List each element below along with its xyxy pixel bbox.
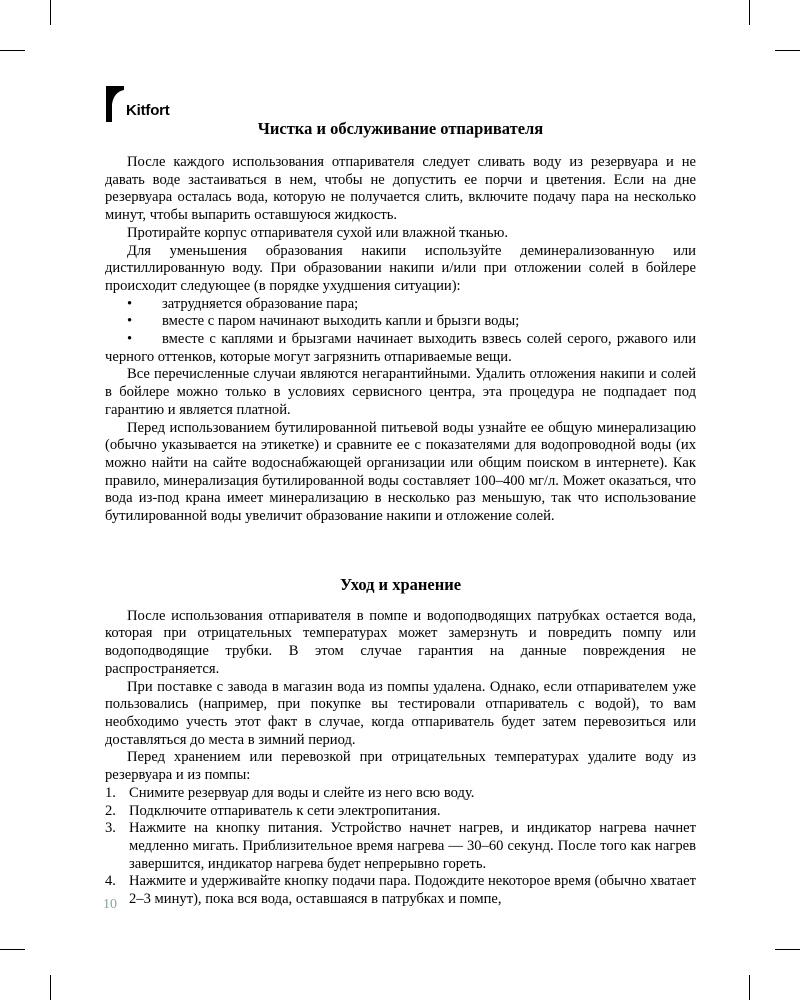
page-number: 10 — [103, 897, 117, 912]
list-item: • вместе с паром начинают выходить капли и брызги воды; — [105, 313, 696, 331]
paragraph: Протирайте корпус отпаривателя сухой или влажной тканью. — [127, 224, 509, 241]
crop-mark-bottom-right — [749, 975, 750, 1000]
section-title-cleaning: Чистка и обслуживание отпаривателя — [257, 119, 544, 138]
section-title-storage: Уход и хранение — [339, 574, 462, 594]
crop-mark-bottom-left — [50, 975, 51, 1000]
page-content — [105, 118, 696, 909]
list-item: • вместе с каплями и брызгами начинает выходить взвесь солей серого, ржавого или черного оттенков, которые могут загрязнить отпариваемые вещи. — [105, 331, 696, 365]
list-item: 1. Снимите резервуар для воды и слейте из него всю воду. — [105, 784, 475, 801]
paragraph: После каждого использования отпаривателя следует сливать воду из резервуара и не давать воде застаиваться в нем, чтобы не допустить ее порчи и цветения. Если на дне резервуара осталась вода, которую не получается слить, включите подачу пара на несколько минут, чтобы выпарить оставшуюся жидкость. — [105, 154, 696, 224]
brand-name: Kitfort — [126, 102, 170, 119]
storage-steps — [105, 785, 696, 909]
crop-mark-bottom-left-h — [0, 949, 25, 950]
crop-mark-bottom-right-h — [775, 949, 800, 950]
crop-mark-top-left-h — [0, 50, 25, 51]
symptom-list — [105, 296, 696, 367]
paragraph: Перед хранением или перевозкой при отрицательных температурах удалите воду из резервуара и из помпы: — [105, 749, 696, 784]
paragraph: Для уменьшения образования накипи используйте деминерализованную или дистиллированную воду. При образовании накипи и/или при отложении солей в бойлере происходит следующее (в порядке ухудшения ситуации): — [105, 242, 696, 294]
paragraph: Все перечисленные случаи являются негарантийными. Удалить отложения накипи и солей в бойлере можно только в условиях сервисного центра, эта процедура не подпадает под гарантию и является платной. — [105, 366, 696, 418]
crop-mark-top-right — [749, 0, 750, 25]
bullet-icon: • — [127, 331, 133, 348]
paragraph: При поставке с завода в магазин вода из помпы удалена. Однако, если отпаривателем уже пользовались (например, при покупке вы тестировали отпариватель с водой), то вам необходимо учесть этот факт в случае, когда отпариватель будет затем перевозиться или доставляться до места в зимний период. — [105, 678, 696, 748]
bullet-icon: • — [127, 295, 133, 312]
list-item: 3. Нажмите на кнопку питания. Устройство начнет нагрев, и индикатор нагрева начнет медленно мигать. Приблизительное время нагрева — 30–60 секунд. После того как нагрев завершится, индикатор нагрева будет непрерывно гореть. — [105, 820, 696, 872]
bullet-icon: • — [127, 313, 133, 330]
list-item: 4. Нажмите и удерживайте кнопку подачи пара. Подождите некоторое время (обычно хватает 2–3 минут), пока вся вода, оставшаяся в патрубках и помпе, — [105, 873, 696, 908]
list-item: • затрудняется образование пара; — [105, 296, 696, 314]
crop-mark-top-left — [50, 0, 51, 25]
list-item: 2. Подключите отпариватель к сети электропитания. — [105, 802, 441, 819]
paragraph: Перед использованием бутилированной питьевой воды узнайте ее общую минерализацию (обычно указывается на этикетке) и сравните ее с показателями для водопроводной воды (их можно найти на сайте водоснабжающей организации или общим поиском в интернете). Как правило, минерализация бутилированной воды составляет 100–400 мг/л. Может оказаться, что вода из-под крана имеет минерализацию в несколько раз меньшую, так что использование бутилированной воды увеличит образование накипи и отложение солей. — [105, 419, 696, 525]
crop-mark-top-right-h — [775, 50, 800, 51]
paragraph: После использования отпаривателя в помпе и водоподводящих патрубках остается вода, которая при отрицательных температурах может замерзнуть и повредить помпу или водоподводящие трубки. В этом случае гарантия на данные повреждения не распространяется. — [105, 607, 696, 677]
